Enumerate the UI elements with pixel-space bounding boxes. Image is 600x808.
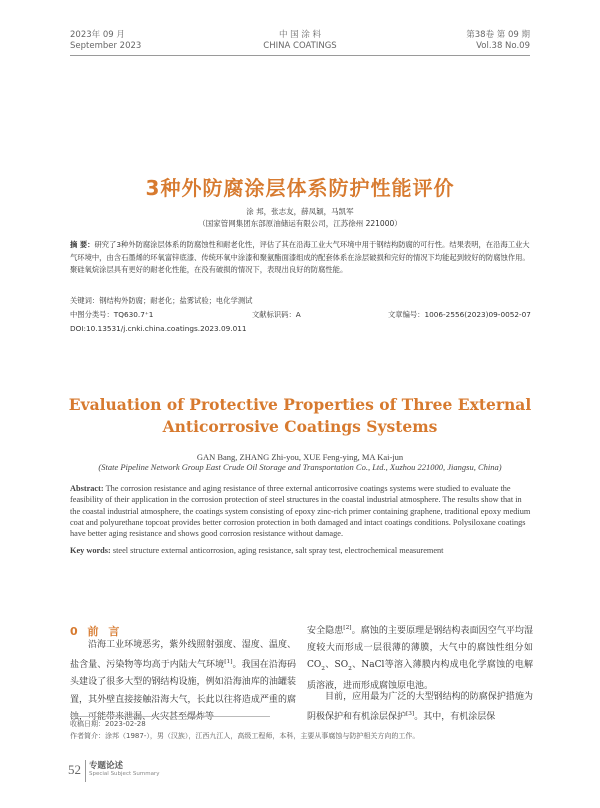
footer-column-en: Special Subject Summary [89,771,160,777]
header-date-cn: 2023年 09 月 [70,30,125,40]
body-right-text-4: 、NaCl等溶入薄膜内构成电化学腐蚀的电解质溶液，进而形成腐蚀原电池。 [307,660,533,692]
subscript-so2: 2 [348,666,352,673]
header-journal-cn: 中 国 涂 料 [278,30,322,40]
page-number: 52 [68,762,81,777]
cn-abstract [70,239,532,277]
subscript-co2: 2 [321,666,325,673]
en-abstract-label: Abstract: [70,484,104,493]
header-journal-en: CHINA COATINGS [263,41,337,51]
en-abstract [70,483,532,539]
header-volume-cn: 第38卷 第 09 期 [466,30,530,40]
body-left-text-2: 。我国在沿海码头建设了很多大型的钢结构设施，例如沿海油库的油罐装置，其外壁直接接触沿海大气，长此以往将造成严重的腐 [70,660,296,705]
section-title-introduction: 0 前 言 [70,625,123,638]
en-title-line2: Anticorrosive Coatings Systems [162,417,438,436]
header-volume-block [390,30,530,52]
cn-affiliation: （国家管网集团东部原油储运有限公司，江苏徐州 221000） [198,219,402,228]
body-right-para-2 [307,689,533,726]
footnote-received: 收稿日期：2023-02-28 [70,720,146,728]
cn-authors: 涂 邦，张志友，薛凤颖，马凯军 [246,207,354,216]
footnote-author-bio: 作者简介：涂邦（1987-），男（汉族），江西九江人，高级工程师，本科，主要从事腐蚀与防护相关方向的工作。 [70,732,420,740]
body-left-text-1: 沿海工业环境恶劣，紫外线照射强度、湿度、温度、盐含量、污染物等均高于内陆大气环境 [70,640,296,671]
body-right-text-6: 。其中，有机涂层保 [414,712,496,723]
cn-abstract-label: 摘 要： [70,240,95,249]
header-date-en: September 2023 [70,41,142,51]
body-left-column [70,637,296,726]
header-rule [70,55,530,56]
cn-clc: 中图分类号：TQ630.7⁺1 [70,310,154,319]
cn-abstract-text: 研究了3种外防腐涂层体系的防腐蚀性和耐老化性，评估了其在沿海工业大气环境中用于钢结构防腐的可行性。结果表明，在沿海工业大气环境中，由含石墨烯的环氧富锌底漆、传统环氧中涂漆和聚氨酯面漆组成的配套体系在涂层破损和完好的情况下均能起到较好的防腐蚀作用。聚硅氧烷涂层具有更好的耐老化性能，在没有破损的情况下，表现出良好的防腐性能。 [70,240,530,274]
en-abstract-text: The corrosion resistance and aging resistance of three external anticorrosive coatings systems were studied to evaluate the feasibility of their application in the corrosion protection of steel structures in the coastal industrial atmosphere. The results show that in the coastal industrial atmosphere, the coatings system consisting of epoxy zinc-rich primer containing graphene, traditional epoxy medium coat and polyurethane topcoat provides better corrosion protection in both damaged and intact coatings conditions. Polysiloxane coatings have better aging resistance and shows good corrosion resistance without damage. [70,484,531,539]
footnote-rule [70,716,270,717]
body-right-text-1: 安全隐患 [307,626,344,636]
cn-article-number: 文章编号：1006-2556(2023)09-0052-07 [388,310,531,319]
en-keywords [70,545,532,556]
cn-keywords-label: 关键词： [70,296,100,305]
en-authors: GAN Bang, ZHANG Zhi-you, XUE Feng-ying, MA Kai-jun [196,452,404,462]
body-right-text-5: 目前，应用最为广泛的大型钢结构的防腐保护措施为阴极保护和有机涂层保护 [307,692,533,723]
body-right-text-3: 、SO [324,660,349,671]
en-keywords-label: Key words: [70,546,111,555]
footer-column-cn: 专题论述 [89,761,124,771]
citation-3: [3] [406,711,415,718]
cn-keywords [70,296,252,306]
footer-column-block [89,759,159,777]
header-date-block [70,30,141,52]
header-volume-en: Vol.38 No.09 [476,41,530,51]
citation-1: [1] [224,659,233,666]
en-title-line1: Evaluation of Protective Properties of Three External [68,395,532,414]
en-affiliation: (State Pipeline Network Group East Crude Oil Storage and Transportation Co., Ltd., Xuzhou 221000, Jiangsu, China) [98,462,502,472]
cn-doc-code: 文献标识码：A [252,310,301,319]
cn-keywords-text: 钢结构外防腐；耐老化；盐雾试验；电化学测试 [99,296,253,305]
en-keywords-text: steel structure external anticorrosion, aging resistance, salt spray test, electrochemical measurement [112,546,444,555]
header-journal-block [200,30,400,52]
doi: DOI:10.13531/j.cnki.china.coatings.2023.09.011 [70,324,247,333]
citation-2: [2] [343,625,352,631]
footer-divider [85,760,86,782]
cn-title: 3种外防腐涂层体系防护性能评价 [145,176,455,200]
body-right-text-2: 。腐蚀的主要原理是钢结构表面因空气平均湿度较大而形成一层很薄的薄膜，大气中的腐蚀性组分如CO [307,626,533,671]
body-right-para-1 [307,620,533,696]
